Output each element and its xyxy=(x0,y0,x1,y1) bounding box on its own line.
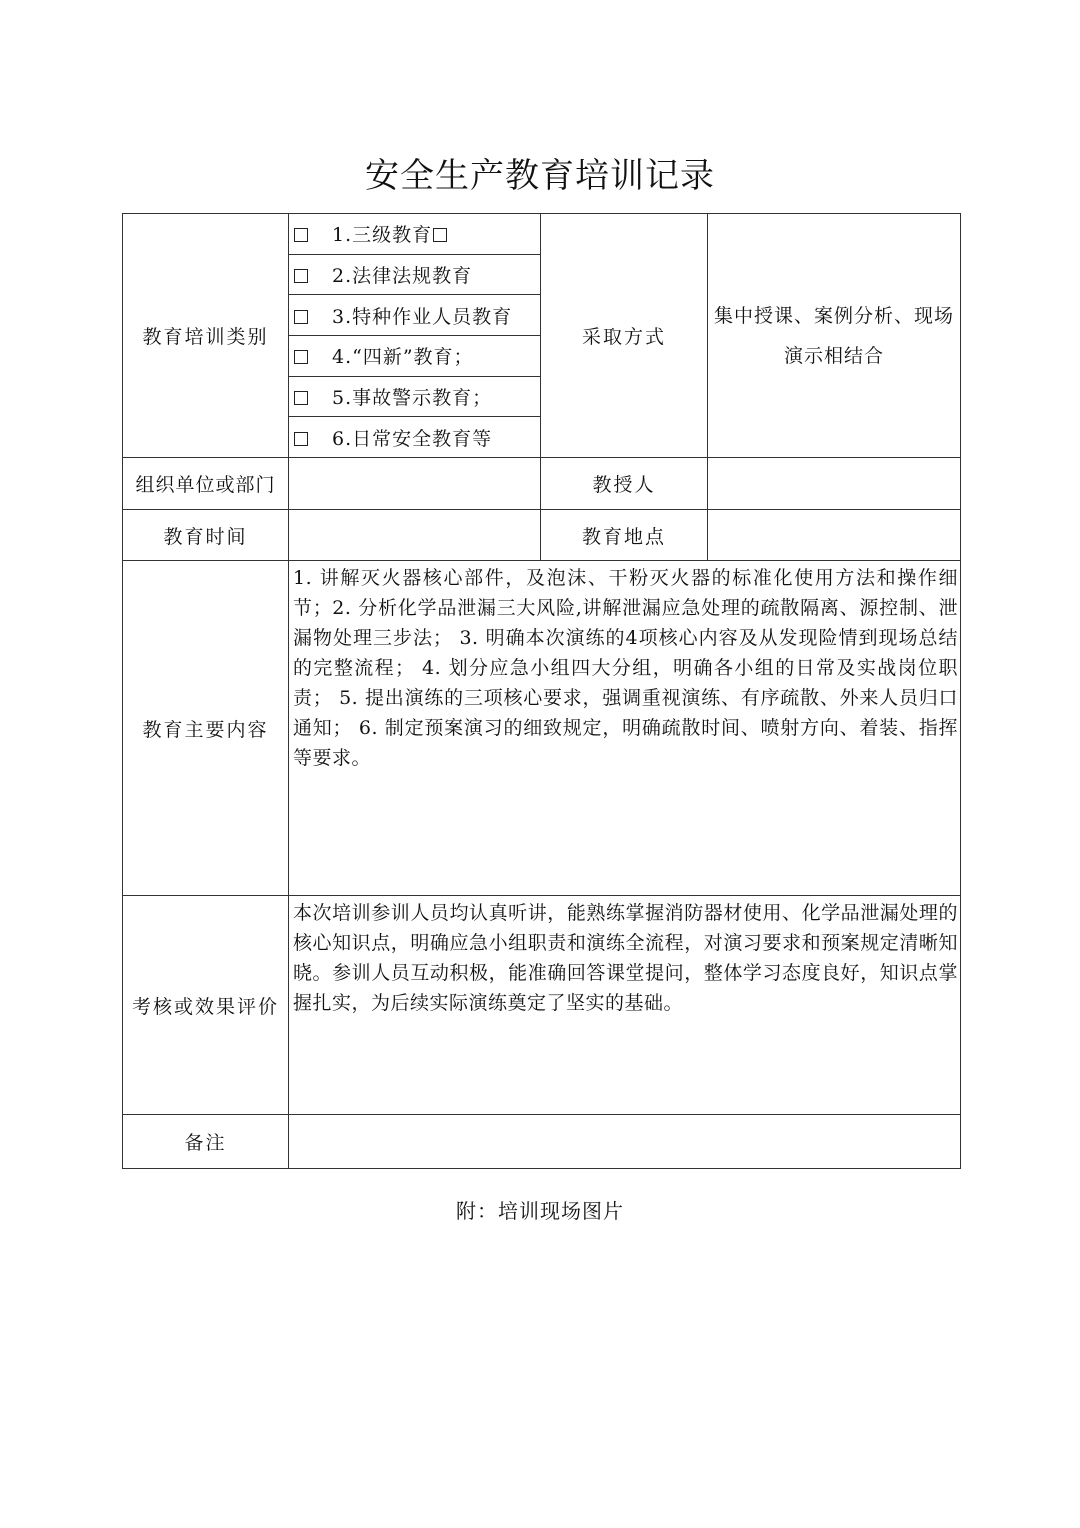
training-type-option-1[interactable] xyxy=(289,214,541,255)
option-text: 6.日常安全教育等 xyxy=(332,427,493,450)
organizer-value[interactable] xyxy=(289,458,541,510)
instructor-value[interactable] xyxy=(708,458,961,510)
checkbox-icon xyxy=(433,228,447,242)
remarks-value[interactable] xyxy=(289,1115,961,1169)
option-text: 1.三级教育 xyxy=(332,224,433,247)
training-record-table xyxy=(122,213,961,1169)
location-value[interactable] xyxy=(708,510,961,561)
remarks-label: 备注 xyxy=(123,1115,289,1169)
document-title: 安全生产教育培训记录 xyxy=(365,156,715,196)
checkbox-icon[interactable] xyxy=(294,269,308,283)
training-type-option-6[interactable] xyxy=(289,417,541,458)
checkbox-icon[interactable] xyxy=(294,391,308,405)
method-label: 采取方式 xyxy=(541,214,708,458)
main-content-value: 1. 讲解灭火器核心部件，及泡沫、干粉灭火器的标准化使用方法和操作细节；2. 分析化学品泄漏三大风险,讲解泄漏应急处理的疏散隔离、源控制、泄漏物处理三步法； 3. 明确本次演练的4项核心内容及从发现险情到现场总结的完整流程； 4. 划分应急小组四大分组，明确各小组的日常及实战岗位职责； 5. 提出演练的三项核心要求，强调重视演练、有序疏散、外来人员归口通知； 6. 制定预案演习的细致规定，明确疏散时间、喷射方向、着装、指挥等要求。 xyxy=(289,561,961,896)
checkbox-icon[interactable] xyxy=(294,228,308,242)
option-text: 3.特种作业人员教育 xyxy=(332,305,513,328)
evaluation-value: 本次培训参训人员均认真听讲，能熟练掌握消防器材使用、化学品泄漏处理的核心知识点，明确应急小组职责和演练全流程，对演习要求和预案规定清晰知晓。参训人员互动积极，能准确回答课堂提问，整体学习态度良好，知识点掌握扎实，为后续实际演练奠定了坚实的基础。 xyxy=(289,896,961,1115)
appendix-caption: 附：培训现场图片 xyxy=(456,1199,624,1223)
training-type-label: 教育培训类别 xyxy=(123,214,289,458)
checkbox-icon[interactable] xyxy=(294,350,308,364)
time-label: 教育时间 xyxy=(123,510,289,561)
method-value: 集中授课、案例分析、现场演示相结合 xyxy=(708,214,961,458)
option-text: 5.事故警示教育； xyxy=(332,386,493,409)
location-label: 教育地点 xyxy=(541,510,708,561)
training-type-option-4[interactable] xyxy=(289,335,541,376)
training-type-option-5[interactable] xyxy=(289,376,541,417)
option-text: 4.“四新”教育； xyxy=(332,346,474,369)
organizer-label: 组织单位或部门 xyxy=(123,458,289,510)
training-type-option-2[interactable] xyxy=(289,254,541,295)
evaluation-label: 考核或效果评价 xyxy=(123,896,289,1115)
instructor-label: 教授人 xyxy=(541,458,708,510)
checkbox-icon[interactable] xyxy=(294,310,308,324)
checkbox-icon[interactable] xyxy=(294,432,308,446)
time-value[interactable] xyxy=(289,510,541,561)
main-content-label: 教育主要内容 xyxy=(123,561,289,896)
option-text: 2.法律法规教育 xyxy=(332,264,473,287)
training-type-option-3[interactable] xyxy=(289,295,541,336)
